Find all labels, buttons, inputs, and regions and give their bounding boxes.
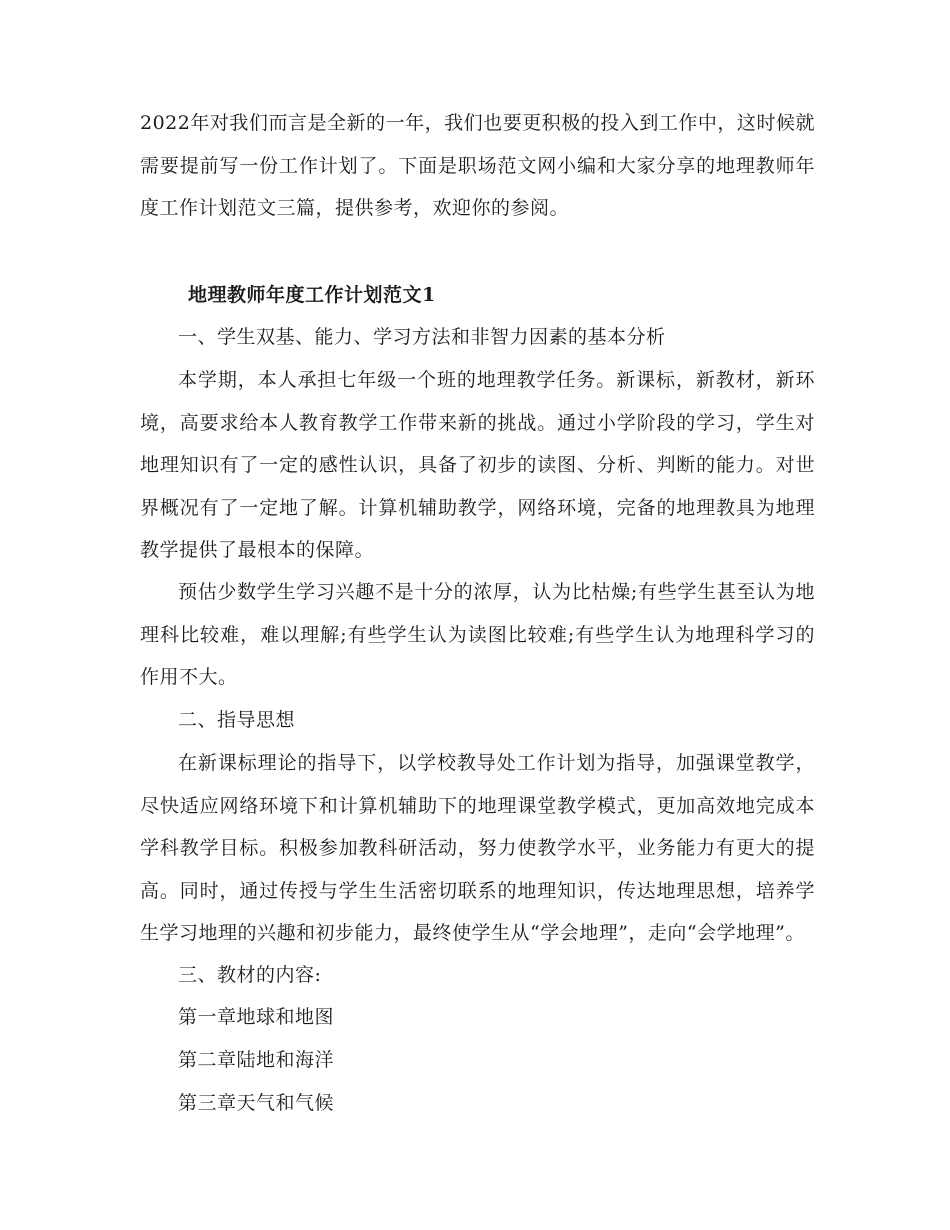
chapter-item: 第二章陆地和海洋 <box>178 1049 335 1071</box>
chapter-item: 第一章地球和地图 <box>178 1006 335 1028</box>
paragraph-guiding-thought: 在新课标理论的指导下，以学校教导处工作计划为指导，加强课堂教学，尽快适应网络环境下和计算机辅助下的地理课堂教学模式，更加高效地完成本学科教学目标。积极参加教科研活动，努力使教学水平，业务能力有更大的提高。同时，通过传授与学生生活密切联系的地理知识，传达地理思想，培养学生学习地理的兴趣和初步能力，最终使学生从“学会地理”，走向“会学地理”。 <box>140 752 815 944</box>
intro-paragraph: 2022年对我们而言是全新的一年，我们也要更积极的投入到工作中，这时候就需要提前写一份工作计划了。下面是职场范文网小编和大家分享的地理教师年度工作计划范文三篇，提供参考，欢迎你的参阅。 <box>140 112 815 219</box>
section-title: 地理教师年度工作计划范文1 <box>188 284 436 306</box>
heading-analysis: 一、学生双基、能力、学习方法和非智力因素的基本分析 <box>178 326 666 348</box>
paragraph-analysis-2: 预估少数学生学习兴趣不是十分的浓厚，认为比枯燥;有些学生甚至认为地理科比较难，难以理解;有些学生认为读图比较难;有些学生认为地理科学习的作用不大。 <box>140 581 815 688</box>
chapter-item: 第三章天气和气候 <box>178 1092 335 1114</box>
heading-guiding-thought: 二、指导思想 <box>178 709 296 731</box>
paragraph-analysis-1: 本学期，本人承担七年级一个班的地理教学任务。新课标，新教材，新环境，高要求给本人教育教学工作带来新的挑战。通过小学阶段的学习，学生对地理知识有了一定的感性认识，具备了初步的读图、分析、判断的能力。对世界概况有了一定地了解。计算机辅助教学，网络环境，完备的地理教具为地理教学提供了最根本的保障。 <box>140 369 815 561</box>
heading-textbook-content: 三、教材的内容: <box>178 964 322 986</box>
